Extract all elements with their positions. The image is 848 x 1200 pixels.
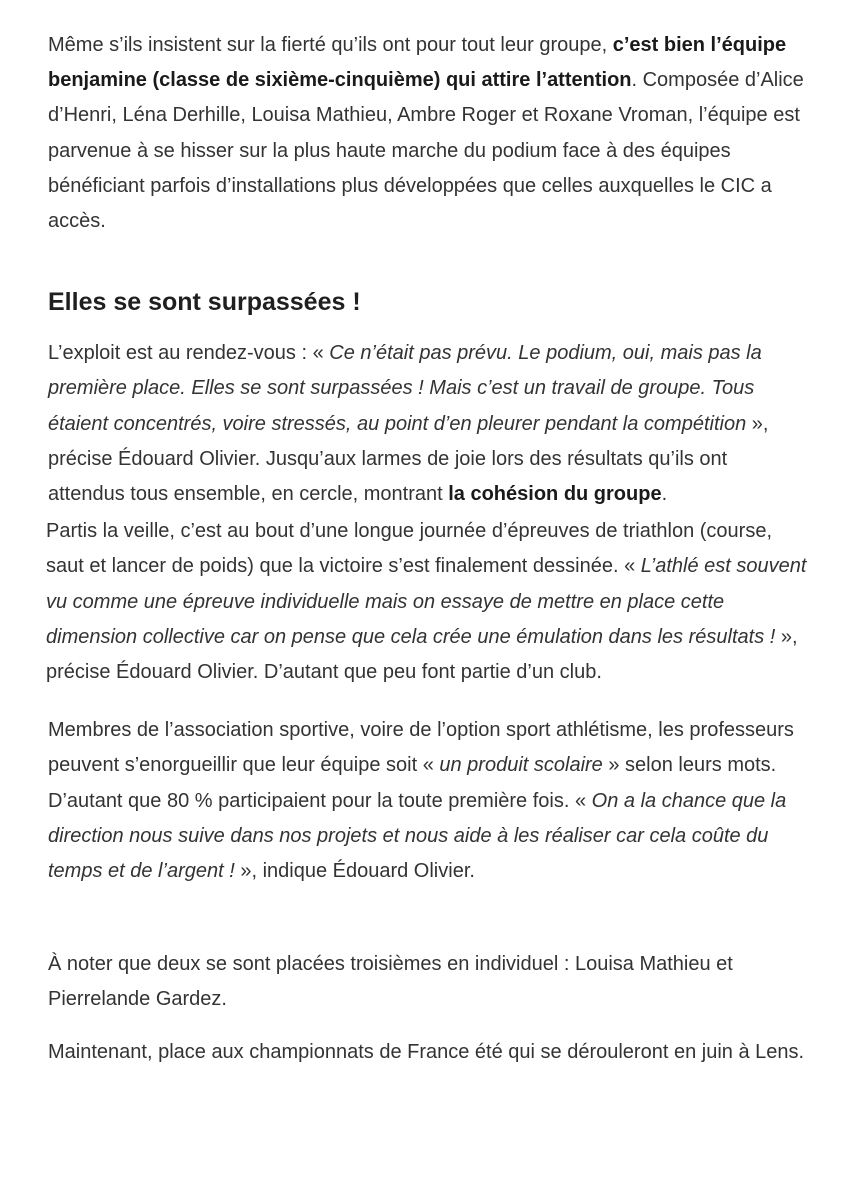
- article-body: [48, 28, 808, 1070]
- text-segment: Partis la veille, c’est au bout d’une longue journée d’épreuves de triathlon (course, saut et lancer de poids) que la victoire s’est finalement dessinée. «: [46, 520, 772, 578]
- article-paragraph-exploit: [48, 336, 808, 512]
- text-segment: Même s’ils insistent sur la fierté qu’ils ont pour tout leur groupe,: [48, 34, 613, 56]
- text-segment: L’exploit est au rendez-vous : «: [48, 342, 330, 365]
- emphasis-text: c’est bien l’équipe benjamine (classe de sixième-cinquième) qui attire l’attention: [48, 34, 787, 92]
- article-paragraph-association: [48, 713, 808, 889]
- quote-text: L’athlé est souvent vu comme une épreuve individuelle mais on essaye de mettre en place cette dimension collective car on pense que cela crée une émulation dans les résultats !: [46, 555, 807, 648]
- quote-text: Ce n’était pas prévu. Le podium, oui, mais pas la première place. Elles se sont surpassées ! Mais c’est un travail de groupe. Tous étaient concentrés, voire stressés, au point d’en pleurer pendant la compétition: [48, 342, 762, 435]
- quote-text: un produit scolaire: [439, 754, 603, 777]
- article-paragraph-intro: [48, 28, 808, 239]
- article-paragraph-triathlon: [46, 514, 808, 690]
- article-paragraph-individual: À noter que deux se sont placées troisièmes en individuel : Louisa Mathieu et Pierrelande Gardez.: [48, 953, 733, 1011]
- section-heading: Elles se sont surpassées !: [48, 288, 361, 317]
- text-segment: » selon leurs mots. D’autant que 80 % participaient pour la toute première fois. «: [48, 754, 777, 812]
- text-segment: . Composée d’Alice d’Henri, Léna Derhille, Louisa Mathieu, Ambre Roger et Roxane Vroman, l’équipe est parvenue à se hisser sur la plus haute marche du podium face à des équipes bénéficiant parfois d’installations plus développées que celles auxquelles le CIC a accès.: [48, 69, 804, 233]
- text-segment: Membres de l’association sportive, voire de l’option sport athlétisme, les professeurs peuvent s’enorgueillir que leur équipe soit «: [48, 719, 794, 777]
- text-segment: .: [661, 483, 668, 506]
- quote-text: On a la chance que la direction nous suive dans nos projets et nous aide à les réaliser car cela coûte du temps et de l’argent !: [48, 789, 787, 883]
- emphasis-text: la cohésion du groupe: [448, 483, 662, 506]
- article-paragraph-conclusion: Maintenant, place aux championnats de France été qui se dérouleront en juin à Lens.: [48, 1040, 805, 1063]
- text-segment: », indique Édouard Olivier.: [234, 860, 475, 883]
- text-segment: », précise Édouard Olivier. Jusqu’aux larmes de joie lors des résultats qu’ils ont attendus tous ensemble, en cercle, montrant: [48, 412, 769, 506]
- text-segment: », précise Édouard Olivier. D’autant que peu font partie d’un club.: [46, 625, 798, 684]
